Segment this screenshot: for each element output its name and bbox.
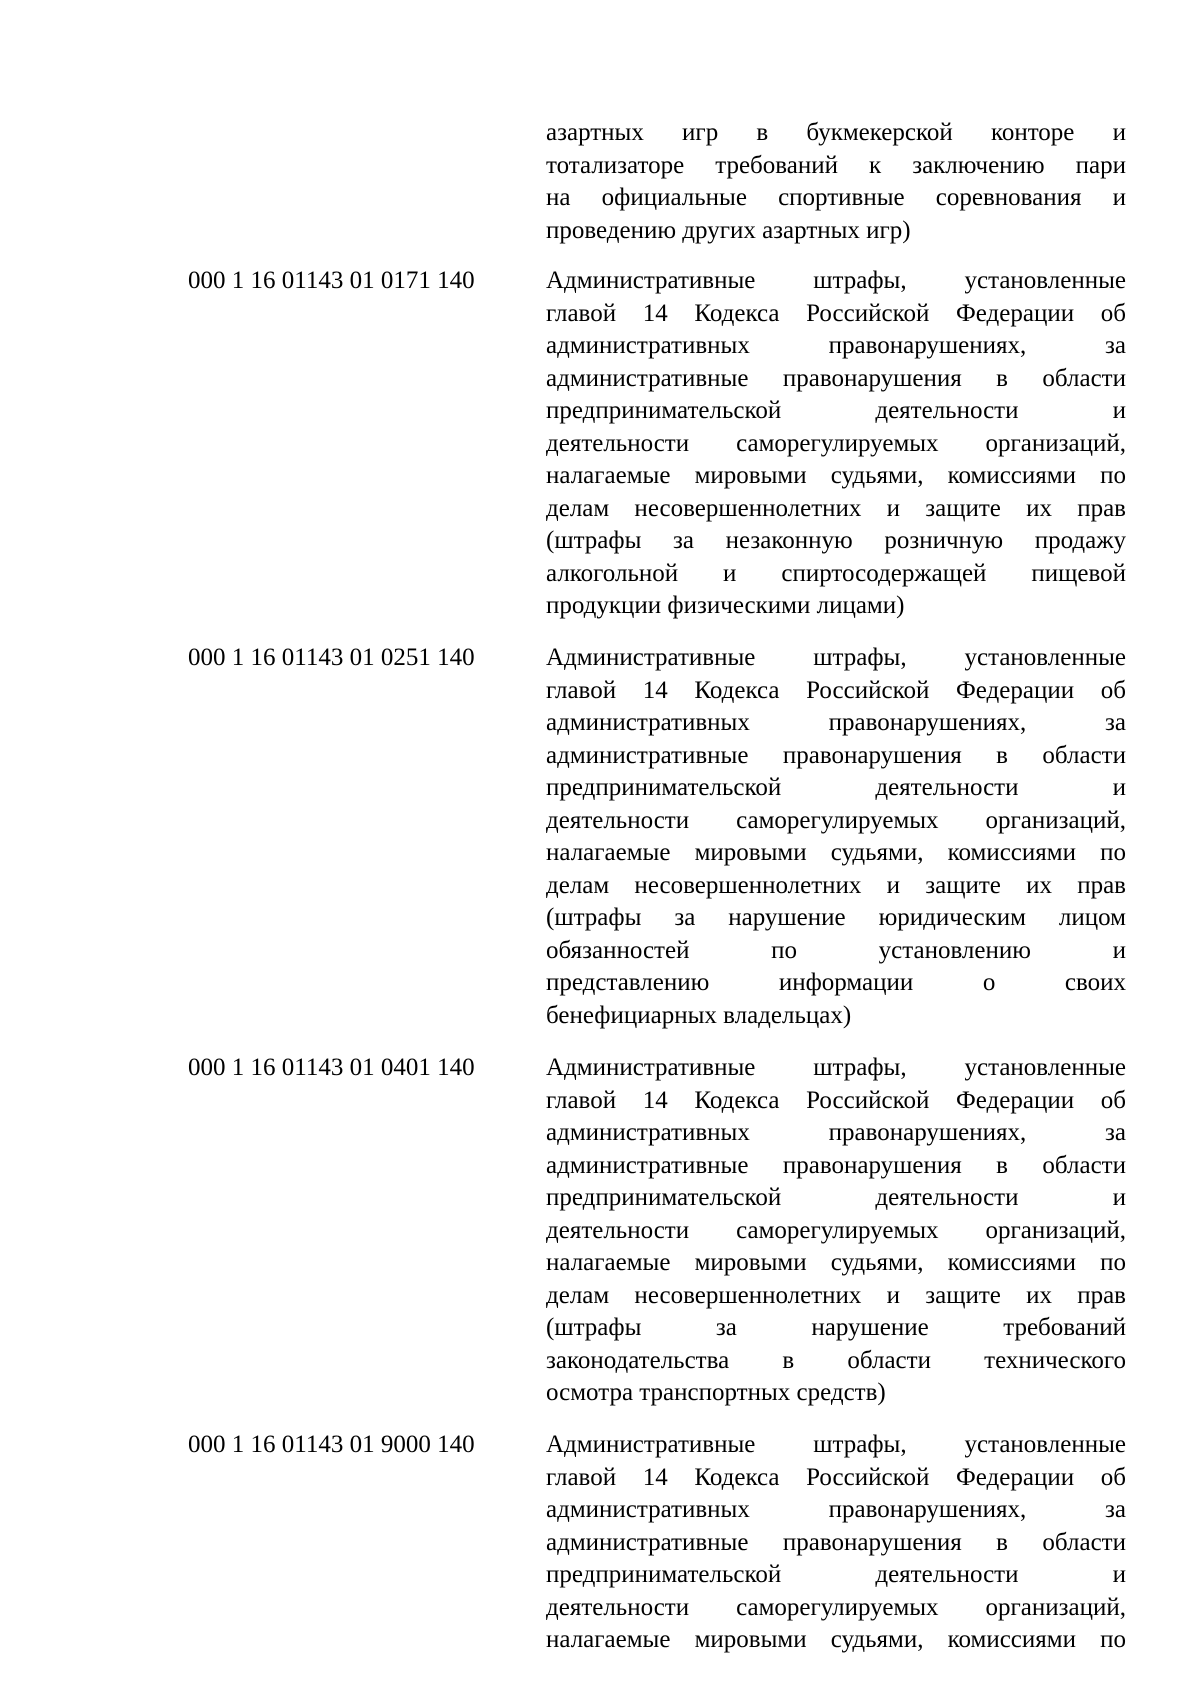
description-line: административных правонарушениях, за [546, 1119, 1126, 1146]
description-line: (штрафы за незаконную розничную продажу [546, 527, 1126, 554]
description-line: административных правонарушениях, за [546, 332, 1126, 359]
description-line: проведению других азартных игр) [546, 216, 911, 244]
description-line: деятельности саморегулируемых организаций, [546, 806, 1126, 834]
description-line: азартных игр в букмекерской конторе и [546, 119, 1126, 146]
description-line: представлению информации о своих [546, 969, 1126, 996]
description-line: деятельности саморегулируемых организаций, [546, 1216, 1126, 1244]
description-line: главой 14 Кодекса Российской Федерации об [546, 299, 1126, 327]
description-line: налагаемые мировыми судьями, комиссиями по [546, 1626, 1126, 1653]
budget-code: 000 1 16 01143 01 9000 140 [188, 1431, 475, 1458]
description-line: налагаемые мировыми судьями, комиссиями по [546, 462, 1126, 489]
description-line: Административные штрафы, установленные [546, 1431, 1126, 1458]
description-line: алкогольной и спиртосодержащей пищевой [546, 559, 1126, 587]
description-line: предпринимательской деятельности и [546, 1184, 1126, 1211]
description-line: административные правонарушения в области [546, 1151, 1126, 1179]
description-line: предпринимательской деятельности и [546, 1561, 1126, 1588]
entry-description [546, 1429, 1126, 1657]
description-line: Административные штрафы, установленные [546, 644, 1126, 671]
entry-description [546, 642, 1126, 1032]
description-line: тотализаторе требований к заключению пари [546, 151, 1126, 179]
description-line: делам несовершеннолетних и защите их прав [546, 1281, 1126, 1309]
description-line: (штрафы за нарушение юридическим лицом [546, 904, 1126, 931]
description-line: законодательства в области технического [546, 1346, 1126, 1374]
entry-description [546, 1052, 1126, 1410]
description-line: главой 14 Кодекса Российской Федерации об [546, 1086, 1126, 1114]
description-line: деятельности саморегулируемых организаций, [546, 1593, 1126, 1621]
description-line: бенефициарных владельцах) [546, 1001, 852, 1029]
description-line: предпринимательской деятельности и [546, 397, 1126, 424]
description-line: делам несовершеннолетних и защите их прав [546, 871, 1126, 899]
description-line: административные правонарушения в области [546, 1528, 1126, 1556]
description-line: главой 14 Кодекса Российской Федерации об [546, 1463, 1126, 1491]
description-line: административных правонарушениях, за [546, 1496, 1126, 1523]
description-line: деятельности саморегулируемых организаций, [546, 429, 1126, 457]
description-line: главой 14 Кодекса Российской Федерации об [546, 676, 1126, 704]
description-line: административные правонарушения в области [546, 364, 1126, 392]
entry-description [546, 117, 1126, 247]
description-line: на официальные спортивные соревнования и [546, 184, 1126, 211]
description-line: налагаемые мировыми судьями, комиссиями по [546, 1249, 1126, 1276]
budget-code: 000 1 16 01143 01 0251 140 [188, 644, 475, 671]
description-line: Административные штрафы, установленные [546, 1054, 1126, 1081]
description-line: (штрафы за нарушение требований [546, 1314, 1126, 1341]
description-line: административные правонарушения в области [546, 741, 1126, 769]
description-line: административных правонарушениях, за [546, 709, 1126, 736]
budget-code: 000 1 16 01143 01 0401 140 [188, 1054, 475, 1081]
budget-code: 000 1 16 01143 01 0171 140 [188, 267, 475, 294]
description-line: налагаемые мировыми судьями, комиссиями по [546, 839, 1126, 866]
description-line: продукции физическими лицами) [546, 592, 905, 619]
description-line: предпринимательской деятельности и [546, 774, 1126, 801]
description-line: Административные штрафы, установленные [546, 267, 1126, 294]
description-line: обязанностей по установлению и [546, 936, 1126, 964]
description-line: делам несовершеннолетних и защите их прав [546, 494, 1126, 522]
entry-description [546, 265, 1126, 623]
description-line: осмотра транспортных средств) [546, 1379, 886, 1406]
